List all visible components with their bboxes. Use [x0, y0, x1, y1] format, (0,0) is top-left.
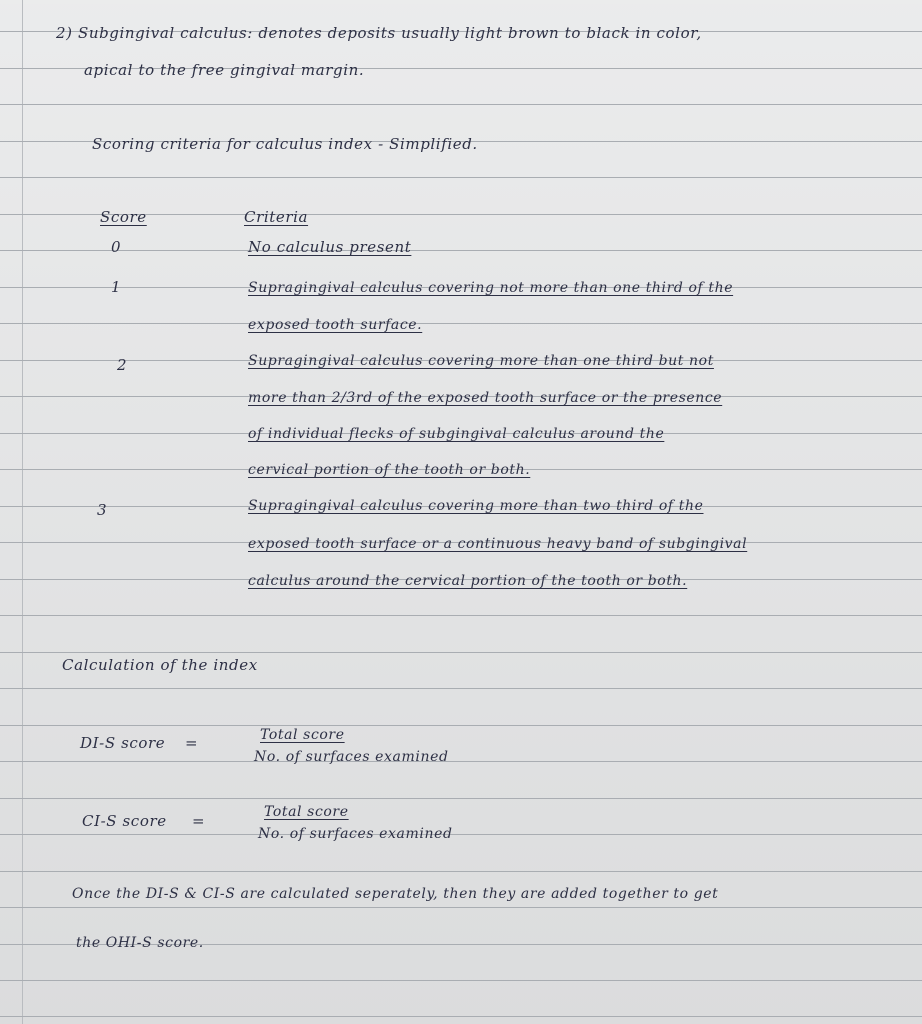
criteria-line: Supragingival calculus covering more than one third but not: [248, 353, 714, 369]
score-value: 1: [111, 278, 122, 296]
ruled-line: [0, 980, 922, 981]
criteria-line: cervical portion of the tooth or both.: [248, 462, 531, 478]
fraction-ci-s: [258, 804, 453, 842]
fraction-di-s: [254, 727, 449, 765]
ruled-line: [0, 725, 922, 726]
denominator: No. of surfaces examined: [258, 826, 453, 842]
equals-sign: =: [185, 734, 199, 752]
formula-label-ci-s: CI-S score: [82, 812, 167, 830]
conclusion-line-1: Once the DI-S & CI-S are calculated seperately, then they are added together to get: [72, 886, 719, 902]
conclusion-line-2: the OHI-S score.: [76, 935, 204, 951]
ruled-line: [0, 1016, 922, 1017]
denominator: No. of surfaces examined: [254, 749, 449, 765]
formula-label-di-s: DI-S score: [80, 734, 166, 752]
section-heading: Scoring criteria for calculus index - Simplified.: [92, 135, 478, 153]
criteria-column-header: Criteria: [244, 208, 309, 226]
score-value: 3: [97, 501, 108, 519]
ruled-line: [0, 250, 922, 251]
numerator: Total score: [264, 804, 349, 820]
criteria-line: Supragingival calculus covering more than two third of the: [248, 498, 704, 514]
criteria-line: Supragingival calculus covering not more than one third of the: [248, 280, 734, 296]
score-column-header: Score: [100, 208, 147, 226]
calculation-heading: Calculation of the index: [62, 656, 258, 674]
intro-line-2: apical to the free gingival margin.: [84, 61, 365, 79]
criteria-line: calculus around the cervical portion of the tooth or both.: [248, 573, 688, 589]
score-value: 0: [111, 238, 122, 256]
ruled-line: [0, 104, 922, 105]
ruled-line: [0, 761, 922, 762]
ruled-line: [0, 907, 922, 908]
criteria-line: exposed tooth surface or a continuous heavy band of subgingival: [248, 536, 748, 552]
ruled-line: [0, 834, 922, 835]
ruled-line: [0, 652, 922, 653]
criteria-line: more than 2/3rd of the exposed tooth surface or the presence: [248, 390, 723, 406]
score-value: 2: [117, 356, 128, 374]
ruled-line: [0, 615, 922, 616]
equals-sign: =: [192, 812, 206, 830]
ruled-line: [0, 177, 922, 178]
ruled-line: [0, 798, 922, 799]
ruled-line: [0, 688, 922, 689]
numerator: Total score: [260, 727, 345, 743]
ruled-line: [0, 323, 922, 324]
criteria-line: No calculus present: [248, 238, 412, 256]
intro-line-1: 2) Subgingival calculus: denotes deposits usually light brown to black in color,: [56, 24, 702, 42]
criteria-line: of individual flecks of subgingival calculus around the: [248, 426, 665, 442]
ruled-line: [0, 871, 922, 872]
criteria-line: exposed tooth surface.: [248, 317, 423, 333]
